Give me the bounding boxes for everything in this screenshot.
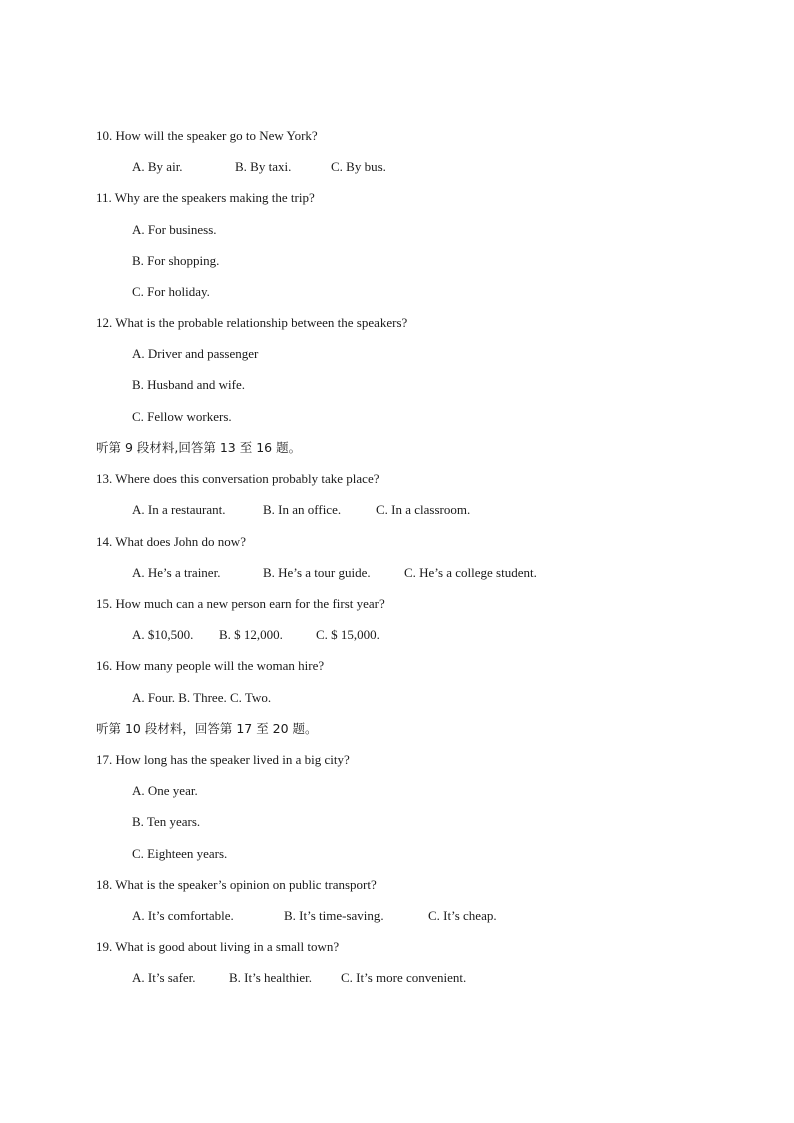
option-a: A. He’s a trainer. [132, 565, 221, 580]
question-17-option-a: A. One year. [132, 783, 198, 798]
option-c: C. It’s cheap. [428, 908, 497, 923]
question-11-option-a: A. For business. [132, 222, 217, 237]
option-a: A. By air. [132, 159, 183, 174]
question-10: 10. How will the speaker go to New York? [96, 128, 318, 143]
question-11-option-b: B. For shopping. [132, 253, 220, 268]
question-16-options: A. Four. B. Three. C. Two. [132, 690, 272, 705]
section-heading-9: 听第 9 段材料,回答第 13 至 16 题。 [96, 440, 302, 455]
option-b: B. It’s time-saving. [284, 908, 384, 923]
question-19-options [132, 970, 466, 986]
question-10-options [132, 159, 386, 175]
question-15: 15. How much can a new person earn for the first year? [96, 596, 385, 611]
option-b: B. He’s a tour guide. [263, 565, 371, 580]
question-18: 18. What is the speaker’s opinion on public transport? [96, 877, 377, 892]
question-14: 14. What does John do now? [96, 534, 246, 549]
question-17-option-c: C. Eighteen years. [132, 846, 228, 861]
option-c: C. He’s a college student. [404, 565, 537, 580]
question-17-option-b: B. Ten years. [132, 814, 201, 829]
question-19: 19. What is good about living in a small town? [96, 939, 340, 954]
question-15-options [132, 627, 380, 643]
question-13: 13. Where does this conversation probably take place? [96, 471, 380, 486]
option-a: A. In a restaurant. [132, 502, 226, 517]
question-12: 12. What is the probable relationship between the speakers? [96, 315, 408, 330]
option-b: B. It’s healthier. [229, 970, 313, 985]
option-a: A. It’s safer. [132, 970, 196, 985]
question-12-option-b: B. Husband and wife. [132, 377, 246, 392]
option-b: B. $ 12,000. [219, 627, 283, 642]
option-a: A. $10,500. [132, 627, 194, 642]
option-a: A. It’s comfortable. [132, 908, 234, 923]
option-c: C. It’s more convenient. [341, 970, 467, 985]
question-11: 11. Why are the speakers making the trip? [96, 190, 315, 205]
option-b: B. In an office. [263, 502, 342, 517]
option-c: C. By bus. [331, 159, 386, 174]
section-heading-10: 听第 10 段材料，回答第 17 至 20 题。 [96, 721, 318, 736]
question-16: 16. How many people will the woman hire? [96, 658, 325, 673]
question-14-options [132, 565, 537, 581]
option-b: B. By taxi. [235, 159, 292, 174]
option-c: C. In a classroom. [376, 502, 471, 517]
question-12-option-a: A. Driver and passenger [132, 346, 259, 361]
question-18-options [132, 908, 497, 924]
option-c: C. $ 15,000. [316, 627, 380, 642]
question-17: 17. How long has the speaker lived in a big city? [96, 752, 350, 767]
question-11-option-c: C. For holiday. [132, 284, 210, 299]
question-13-options [132, 502, 470, 518]
question-12-option-c: C. Fellow workers. [132, 409, 232, 424]
